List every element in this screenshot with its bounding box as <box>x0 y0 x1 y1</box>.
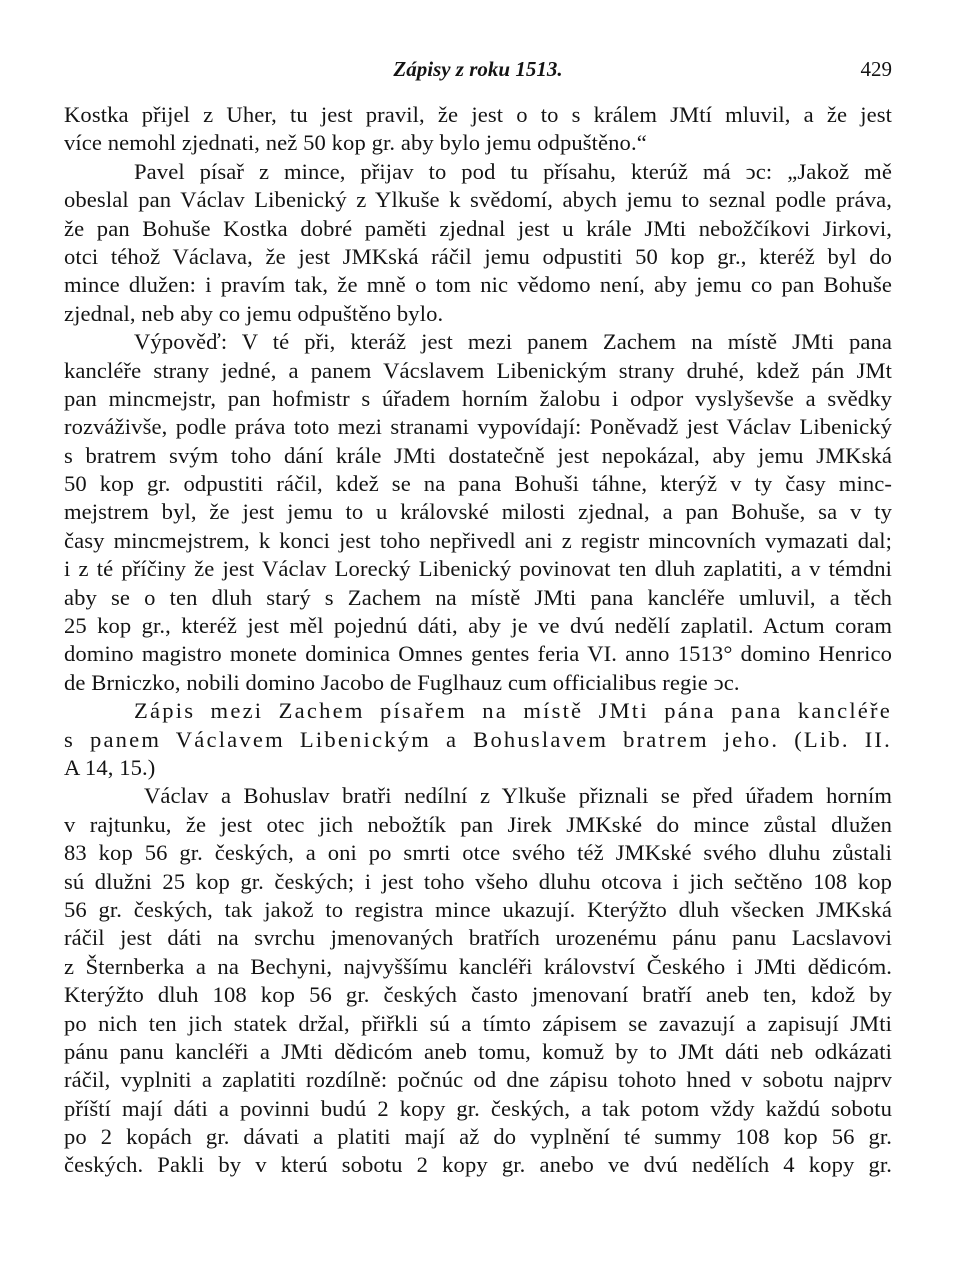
text-line: sú dlužni 25 kop gr. českých; i jest toho všeho dluhu otcova i jich sečtěno 108 kop <box>64 868 892 894</box>
text-line: ráčil jest dáti na svrchu jmenovaných bratřích urozenému pánu panu Lacslavovi <box>64 925 892 951</box>
text-line: 83 kop 56 gr. českých, a oni po smrti otce svého též JMKské svého dluhu zůstali <box>64 840 892 866</box>
text-line: 50 kop gr. odpustiti ráčil, kdež se na pana Bohuši táhne, kterýž v ty časy minc- <box>64 471 892 497</box>
section-heading-line: A 14, 15.) <box>64 754 156 780</box>
text-line: otci téhož Václava, že jest JMKská ráčil jemu odpustiti 50 kop gr., kteréž byl do <box>64 243 892 269</box>
text-line: mince dlužen: i pravím tak, že mně o tom nic vědomo není, aby jemu co pan Bohuše <box>64 272 892 298</box>
text-line: českých. Pakli by v kterú sobotu 2 kopy gr. anebo ve dvú nedělích 4 kopy gr. <box>64 1152 892 1178</box>
text-line: zjednal, neb aby co jemu odpuštěno bylo. <box>64 300 444 326</box>
text-line: i z té příčiny že jest Václav Lorecký Libenický povinovat ten dluh zaplatiti, a v témdni <box>64 556 892 582</box>
text-line: s bratrem svým toho dání krále JMti dostatečně jest nepokázal, aby jemu JMKská <box>64 442 892 468</box>
text-line: Václav a Bohuslav bratři nedílní z Ylkuše přiznali se před úřadem horním <box>144 783 892 809</box>
text-line: pánu panu kancléři a JMti dědicóm aneb tomu, komuž by to JMt dáti neb odkázati <box>64 1038 892 1064</box>
text-line: časy mincmejstrem, k konci jest toho nepřivedl ani z registr mincovních vymazati dal; <box>64 527 892 553</box>
text-line: ráčil, vyplniti a zaplatiti rozdílně: počnúc od dne zápisu tohoto hned v sobotu najprv <box>64 1067 892 1093</box>
text-line: Kterýžto dluh 108 kop 56 gr. českých často jmenovaní bratří aneb ten, kdož by <box>64 982 892 1008</box>
body-text <box>64 101 892 1180</box>
text-line: po 2 kopách gr. dávati a platiti mají až do vyplnění té summy 108 kop 56 gr. <box>64 1124 892 1150</box>
verdict-line: Výpověď: V té při, kteráž jest mezi panem Zachem na místě JMti pana <box>134 329 892 355</box>
text-line: mejstrem byl, že jest jemu to u královské milosti zjednal, a pan Bohuše, sa v ty <box>64 499 892 525</box>
section-heading-line: Zápis mezi Zachem písařem na místě JMti pána pana kancléře <box>134 698 892 724</box>
section-heading-line: s panem Václavem Libenickým a Bohuslavem bratrem jeho. (Lib. II. <box>64 726 892 752</box>
text-line: že pan Bohuše Kostka dobré paměti zjednal jest u krále JMti nebožčíkovi Jirkovi, <box>64 215 892 241</box>
text-line: po nich ten jich statek držal, přiřkli sú a tímto zápisem se zavazují a zapisují JMti <box>64 1010 892 1036</box>
page-number: 429 <box>860 57 892 81</box>
text-line: Pavel písař z mince, přijav to pod tu přísahu, kterúž má ↄc: „Jakož mě <box>134 158 892 184</box>
text-line: domino magistro monete dominica Omnes gentes feria VI. anno 1513° domino Henrico <box>64 641 892 667</box>
text-line: de Brniczko, nobili domino Jacobo de Fuglhauz cum officialibus regie ↄc. <box>64 669 740 695</box>
text-line: obeslal pan Václav Libenický z Ylkuše k svědomí, abych jemu to seznal podle práva, <box>64 187 892 213</box>
text-line: z Šternberka a na Bechyni, najvyššímu kancléři království Českého i JMti dědicóm. <box>64 953 892 979</box>
text-line: aby se o ten dluh starý s Zachem na místě JMti pana kancléře umluvil, a těch <box>64 584 892 610</box>
text-line: Kostka přijel z Uher, tu jest pravil, že jest o to s králem JMtí mluvil, a že jest <box>64 102 892 127</box>
text-line: příští mají dáti a povinni budú 2 kopy gr. českých, a tak potom vždy každú sobotu <box>64 1095 892 1121</box>
text-line: rozváživše, podle práva toto mezi stranami vypovídají: Poněvadž jest Václav Libenický <box>64 414 892 440</box>
text-line: v rajtunku, že jest otec jich nebožtík pan Jirek JMKské do mince zůstal dlužen <box>64 811 892 837</box>
text-line: kancléře strany jedné, a panem Vácslavem Libenickým strany druhé, kdež pán JMt <box>64 357 892 383</box>
text-line: pan mincmejstr, pan hofmistr s úřadem horním žalobu i odpor vyslyševše a svědky <box>64 385 892 411</box>
running-title: Zápisy z roku 1513. <box>393 57 563 81</box>
text-line: 56 gr. českých, tak jakož to registra mince ukazují. Kterýžto dluh všecken JMKská <box>64 896 892 922</box>
page-header <box>64 52 892 86</box>
text-line: 25 kop gr., kteréž jest měl pojednú dáti, aby je ve dvú nedělí zaplatil. Actum coram <box>64 613 892 639</box>
text-line: více nemohl zjednati, než 50 kop gr. aby bylo jemu odpuštěno.“ <box>64 130 647 156</box>
